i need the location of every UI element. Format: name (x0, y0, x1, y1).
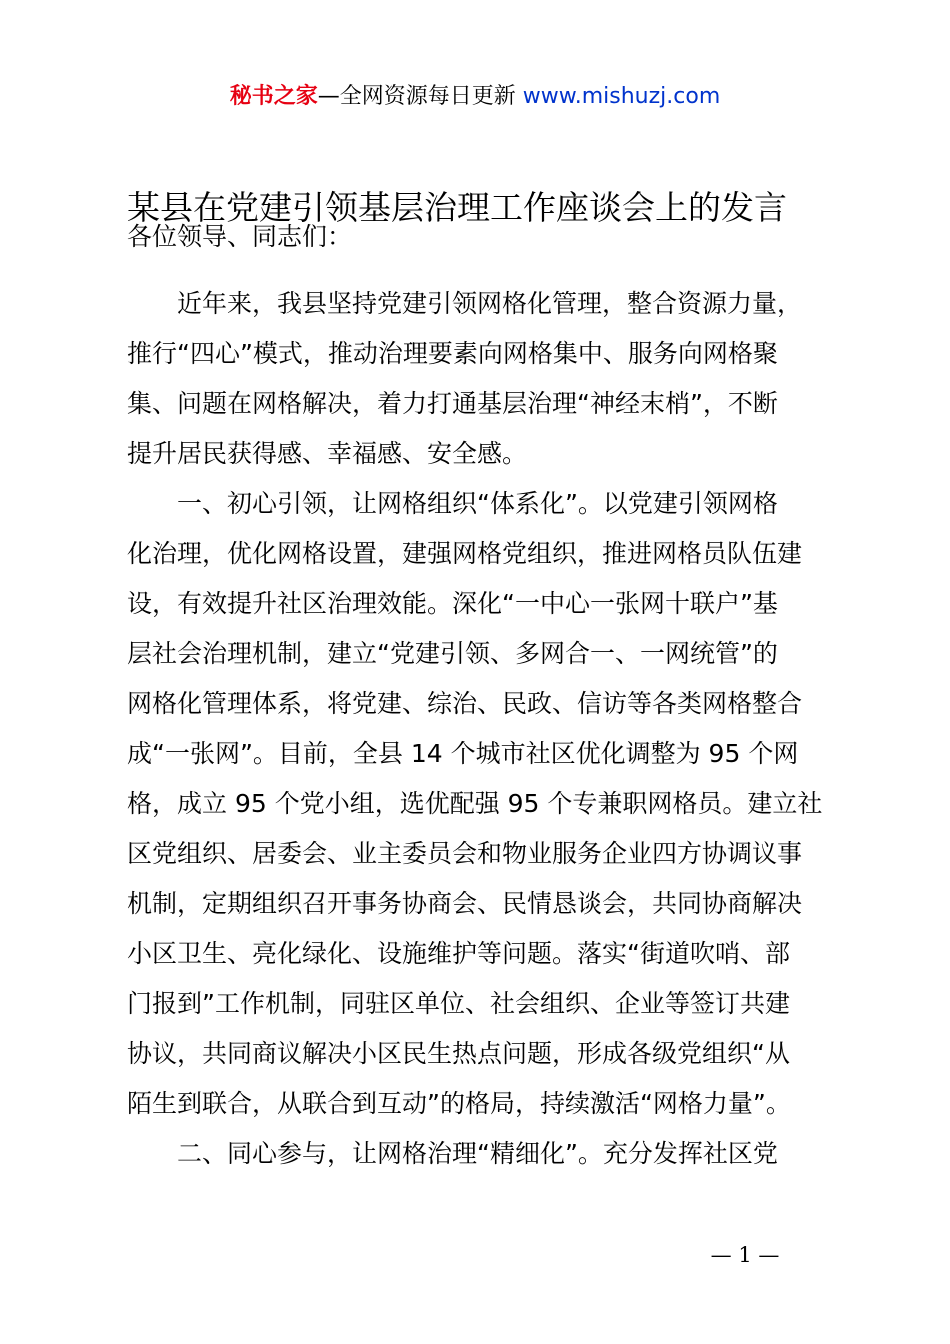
body-line: 格，成立 95 个党小组，选优配强 95 个专兼职网格员。建立社 (127, 789, 823, 818)
body-line: 二、同心参与，让网格治理“精细化”。充分发挥社区党 (177, 1139, 778, 1168)
document-greeting: 各位领导、同志们： (127, 222, 353, 251)
body-line: 层社会治理机制，建立“党建引领、多网合一、一网统管”的 (127, 639, 778, 668)
body-line: 成“一张网”。目前，全县 14 个城市社区优化调整为 95 个网 (127, 739, 799, 768)
body-line: 设，有效提升社区治理效能。深化“一中心一张网十联户”基 (127, 589, 778, 618)
body-line: 小区卫生、亮化绿化、设施维护等问题。落实“街道吹哨、部 (127, 939, 790, 968)
body-line: 陌生到联合，从联合到互动”的格局，持续激活“网格力量”。 (127, 1089, 791, 1118)
body-line: 机制，定期组织召开事务协商会、民情恳谈会，共同协商解决 (127, 889, 803, 918)
body-line: 集、问题在网格解决，着力打通基层治理“神经末梢”，不断 (127, 389, 778, 418)
body-line: 网格化管理体系，将党建、综治、民政、信访等各类网格整合 (127, 689, 803, 718)
body-line: 提升居民获得感、幸福感、安全感。 (127, 439, 528, 468)
body-line: 区党组织、居委会、业主委员会和物业服务企业四方协调议事 (127, 839, 803, 868)
body-line: 化治理，优化网格设置，建强网格党组织，推进网格员队伍建 (127, 539, 803, 568)
site-header (0, 82, 950, 112)
body-line: 一、初心引领，让网格组织“体系化”。以党建引领网格 (177, 489, 778, 518)
page-number: — 1 — (710, 1243, 780, 1267)
site-slogan: —全网资源每日更新 (317, 84, 516, 109)
document-title: 某县在党建引领基层治理工作座谈会上的发言 (127, 188, 787, 227)
document-body (127, 279, 833, 1179)
body-line: 门报到”工作机制，同驻区单位、社会组织、企业等签订共建 (127, 989, 790, 1018)
body-line: 近年来，我县坚持党建引领网格化管理，整合资源力量， (177, 289, 803, 318)
body-line: 协议，共同商议解决小区民生热点问题，形成各级党组织“从 (127, 1039, 790, 1068)
site-url[interactable]: www.mishuzj.com (522, 84, 721, 109)
site-brand: 秘书之家 (229, 84, 318, 109)
body-line: 推行“四心”模式，推动治理要素向网格集中、服务向网格聚 (127, 339, 778, 368)
